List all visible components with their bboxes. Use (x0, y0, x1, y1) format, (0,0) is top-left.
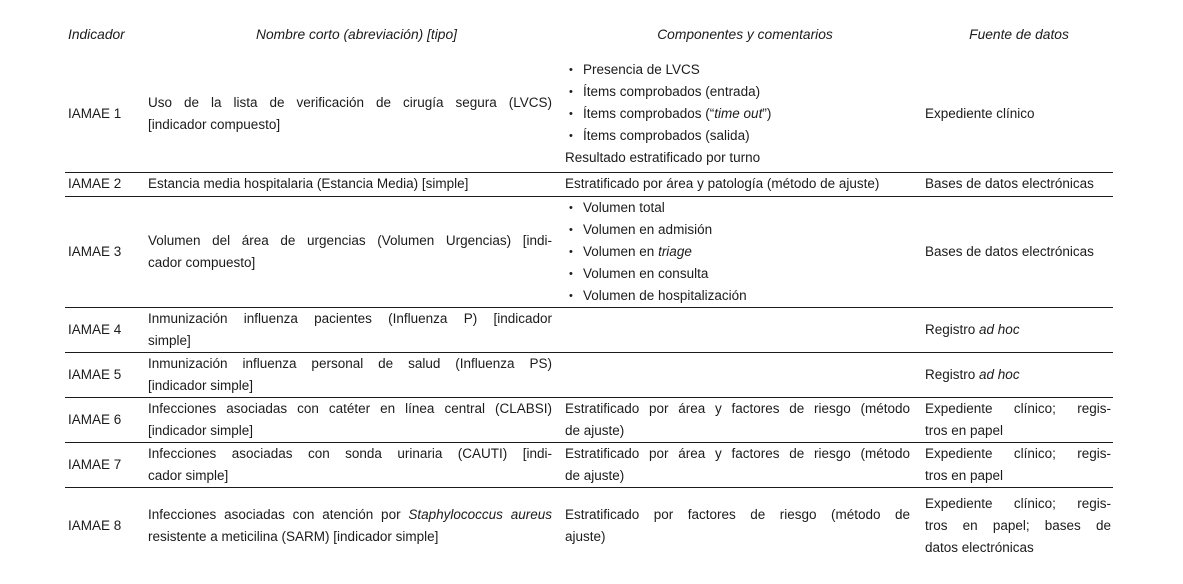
bullet-marker: • (569, 289, 573, 302)
italic-text: ad hoc (979, 321, 1020, 337)
text-line (148, 420, 552, 442)
components-cell (565, 172, 925, 196)
table-row (65, 172, 1113, 196)
text-segment: Infecciones asociadas con sonda urinaria (CAUTI) [indi- (148, 445, 552, 461)
italic-text: time out (714, 105, 763, 121)
text-line (148, 230, 552, 252)
text-line (148, 252, 552, 274)
bullet-marker: • (569, 107, 573, 120)
bullet-marker: • (569, 63, 573, 76)
indicator-cell (65, 196, 148, 307)
bullet-line (565, 197, 910, 219)
table-header-row (65, 24, 1113, 56)
text-segment: Expediente clínico; regis- (925, 495, 1111, 511)
indicator-cell (65, 56, 148, 172)
text-line (565, 147, 910, 169)
table-row (65, 307, 1113, 352)
text-line (148, 465, 552, 487)
text-segment: Estratificado por área y patología (método de ajuste) (565, 176, 880, 191)
text-line (925, 420, 1111, 442)
bullet-line (565, 241, 910, 263)
italic-text: Staphylococcus aureus (408, 506, 552, 522)
text-line (148, 443, 552, 465)
document-page (0, 24, 1183, 584)
text-line (565, 420, 910, 442)
components-cell (565, 196, 925, 307)
text-segment: Presencia de LVCS (583, 61, 700, 77)
text-line (925, 537, 1111, 559)
text-segment: Expediente clínico (925, 105, 1035, 121)
bullet-line (565, 285, 910, 307)
source-cell (925, 307, 1113, 352)
text-line (565, 526, 910, 548)
text-line (925, 319, 1111, 341)
indicator-cell (65, 442, 148, 487)
source-cell (925, 487, 1113, 564)
text-line (148, 308, 552, 330)
text-segment: resistente a meticilina (SARM) [indicador simple] (148, 528, 439, 544)
source-cell (925, 56, 1113, 172)
text-segment: Infecciones asociadas con atención por (148, 506, 409, 522)
text-segment: tros en papel (925, 467, 1004, 483)
text-segment: Expediente clínico; regis- (925, 400, 1111, 416)
source-cell (925, 442, 1113, 487)
name-cell (148, 196, 565, 307)
text-segment: Inmunización influenza pacientes (Influenza P) [indicador (148, 310, 552, 326)
text-segment: Expediente clínico; regis- (925, 445, 1111, 461)
text-line (925, 443, 1111, 465)
indicator-label: IAMAE 6 (68, 411, 122, 427)
bullet-marker: • (569, 129, 573, 142)
text-segment: Ítems comprobados (salida) (583, 127, 750, 143)
text-segment: Volumen en (583, 243, 659, 259)
text-segment: Volumen del área de urgencias (Volumen Urgencias) [indi- (148, 232, 552, 248)
text-segment: Volumen en admisión (583, 221, 713, 237)
text-segment: Estratificado por área y factores de riesgo (método (565, 445, 910, 461)
bullet-line (565, 263, 910, 285)
text-line (565, 504, 910, 526)
bullet-line (565, 81, 910, 103)
text-segment: Bases de datos electrónicas (925, 243, 1094, 259)
text-segment: de ajuste) (565, 467, 625, 483)
text-line (565, 398, 910, 420)
name-cell (148, 487, 565, 564)
text-segment: Estratificado por área y factores de riesgo (método (565, 400, 910, 416)
text-segment: Volumen total (583, 199, 665, 215)
text-line (148, 504, 552, 526)
table-row (65, 397, 1113, 442)
components-cell (565, 442, 925, 487)
table-row (65, 487, 1113, 564)
indicator-cell (65, 352, 148, 397)
source-cell (925, 397, 1113, 442)
bullet-marker: • (569, 267, 573, 280)
bullet-line (565, 103, 910, 125)
text-segment: cador simple] (148, 467, 229, 483)
text-segment: cador compuesto] (148, 254, 256, 270)
text-segment: Infecciones asociadas con catéter en línea central (CLABSI) (148, 400, 552, 416)
column-header-componentes: Componentes y comentarios (657, 27, 833, 42)
components-cell (565, 352, 925, 397)
table-body (65, 56, 1113, 564)
text-segment: Bases de datos electrónicas (925, 176, 1094, 191)
text-line (925, 465, 1111, 487)
text-line (148, 375, 552, 397)
text-segment: [indicador simple] (148, 422, 254, 438)
source-cell (925, 196, 1113, 307)
text-line (148, 114, 552, 136)
text-segment: Registro (925, 366, 980, 382)
text-line (925, 515, 1111, 537)
bullet-line (565, 59, 910, 81)
components-cell (565, 307, 925, 352)
text-segment: Inmunización influenza personal de salud (Influenza PS) (148, 355, 552, 371)
text-line (565, 443, 910, 465)
components-cell (565, 56, 925, 172)
text-line (925, 398, 1111, 420)
text-line (148, 330, 552, 352)
name-cell (148, 307, 565, 352)
text-segment: Registro (925, 321, 980, 337)
text-segment: simple] (148, 332, 191, 348)
text-line (148, 353, 552, 375)
text-line (148, 92, 552, 114)
text-line (925, 364, 1111, 386)
text-line (925, 493, 1111, 515)
text-line (925, 173, 1111, 195)
text-segment: tros en papel (925, 422, 1004, 438)
text-segment: datos electrónicas (925, 539, 1034, 555)
text-segment: Estancia media hospitalaria (Estancia Media) [simple] (148, 176, 469, 191)
column-header-fuente-de-datos: Fuente de datos (969, 27, 1069, 42)
indicator-label: IAMAE 7 (68, 456, 122, 472)
indicator-cell (65, 397, 148, 442)
indicator-label: IAMAE 5 (68, 366, 122, 382)
text-segment: Resultado estratificado por turno (565, 149, 761, 165)
components-cell (565, 397, 925, 442)
indicators-table (65, 24, 1113, 564)
bullet-marker: • (569, 245, 573, 258)
name-cell (148, 352, 565, 397)
text-segment: ”) (762, 105, 772, 121)
table-row (65, 56, 1113, 172)
text-segment: Ítems comprobados (“ (583, 105, 715, 121)
bullet-marker: • (569, 201, 573, 214)
bullet-line (565, 219, 910, 241)
text-segment: [indicador simple] (148, 377, 254, 393)
text-segment: Estratificado por factores de riesgo (método de (565, 506, 910, 522)
indicator-label: IAMAE 1 (68, 105, 122, 121)
indicator-label: IAMAE 3 (68, 243, 122, 259)
name-cell (148, 442, 565, 487)
indicator-cell (65, 172, 148, 196)
text-line (148, 398, 552, 420)
text-segment: [indicador compuesto] (148, 116, 281, 132)
text-line (565, 465, 910, 487)
italic-text: triage (658, 243, 692, 259)
bullet-marker: • (569, 223, 573, 236)
text-line (148, 526, 552, 548)
text-line (925, 103, 1111, 125)
name-cell (148, 172, 565, 196)
column-header-indicador: Indicador (68, 27, 125, 42)
text-segment: de ajuste) (565, 422, 625, 438)
components-cell (565, 487, 925, 564)
text-segment: Uso de la lista de verificación de cirugía segura (LVCS) (148, 94, 552, 110)
text-segment: Volumen en consulta (583, 265, 709, 281)
table-row (65, 196, 1113, 307)
indicator-label: IAMAE 4 (68, 321, 122, 337)
indicator-label: IAMAE 8 (68, 517, 122, 533)
name-cell (148, 56, 565, 172)
text-segment: Volumen de hospitalización (583, 287, 747, 303)
text-line (565, 173, 910, 195)
table-row (65, 442, 1113, 487)
bullet-marker: • (569, 85, 573, 98)
text-line (925, 241, 1111, 263)
indicator-cell (65, 307, 148, 352)
source-cell (925, 352, 1113, 397)
indicator-cell (65, 487, 148, 564)
indicator-label: IAMAE 2 (68, 176, 122, 191)
text-line (148, 173, 552, 195)
text-segment: Ítems comprobados (entrada) (583, 83, 761, 99)
bullet-line (565, 125, 910, 147)
table-row (65, 352, 1113, 397)
source-cell (925, 172, 1113, 196)
column-header-nombre-corto: Nombre corto (abreviación) [tipo] (256, 27, 457, 42)
text-segment: tros en papel; bases de (925, 517, 1111, 533)
name-cell (148, 397, 565, 442)
italic-text: ad hoc (979, 366, 1020, 382)
text-segment: ajuste) (565, 528, 606, 544)
